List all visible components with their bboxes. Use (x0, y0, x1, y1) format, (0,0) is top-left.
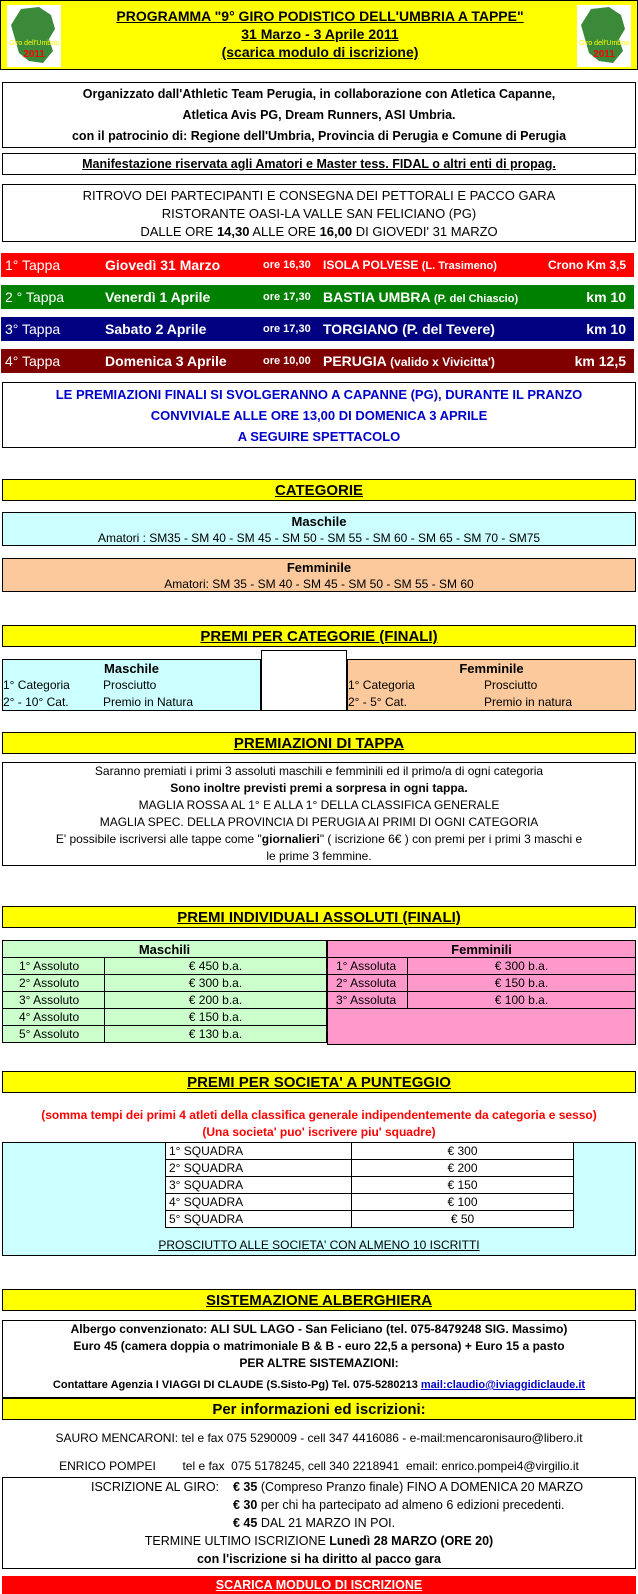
team-rank: 1° SQUADRA (166, 1143, 352, 1160)
stage-awards-line2: Sono inoltre previsti premi a sorpresa in ogni tappa. (170, 781, 468, 795)
stage-awards-title: PREMIAZIONI DI TAPPA (2, 732, 636, 754)
individual-female-pos: 2° Assoluta (328, 975, 408, 992)
stage-2-place: BASTIA UMBRA (P. del Chiascio) (323, 289, 519, 305)
stage-4-km: km 12,5 (574, 353, 626, 369)
team-prize: € 50 (352, 1211, 574, 1228)
logo-left (7, 5, 61, 67)
individual-male-pos: 3° Assoluto (3, 992, 105, 1009)
registration-price2: € 30 per chi ha partecipato ad almeno 6 edizioni precedenti. (233, 1498, 565, 1512)
categories-female (2, 558, 636, 592)
stage-3 (1, 317, 634, 341)
hotel-line1: Albergo convenzionato: ALI SUL LAGO - San Feliciano (tel. 075-8479248 SIG. Massimo) (70, 1322, 568, 1336)
stage-1-time: ore 16,30 (263, 259, 311, 271)
final-awards-line3: A SEGUIRE SPETTACOLO (237, 429, 401, 444)
reserved-notice: Manifestazione riservata agli Amatori e Master tess. FIDAL o altri enti di propag. (2, 153, 636, 175)
stage-2 (1, 285, 634, 309)
stage-3-km: km 10 (586, 321, 626, 337)
stage-4 (1, 349, 634, 373)
stage-4-time: ore 10,00 (263, 355, 311, 367)
hotel-line3: PER ALTRE SISTEMAZIONI: (239, 1356, 399, 1370)
categories-female-title: Femminile (286, 560, 352, 575)
team-prize: € 100 (352, 1194, 574, 1211)
stage-1-name: 1° Tappa (5, 257, 61, 273)
registration-label: ISCRIZIONE AL GIRO: (91, 1480, 220, 1494)
logo-small-text: Giro dell'Umbria (9, 40, 59, 47)
individual-male-prize: € 450 b.a. (105, 958, 327, 975)
stage-2-day: Venerdì 1 Aprile (105, 289, 211, 305)
registration-pack: con l'iscrizione si ha diritto al pacco gara (196, 1552, 441, 1566)
individual-male-pos: 5° Assoluto (3, 1026, 105, 1043)
category-prizes-male-title: Maschile (104, 661, 159, 676)
stage-1-place: ISOLA POLVESE (L. Trasimeno) (323, 258, 497, 272)
meeting-line2: RISTORANTE OASI-LA VALLE SAN FELICIANO (PG) (161, 206, 477, 221)
meeting-line3: DALLE ORE 14,30 ALLE ORE 16,00 DI GIOVEDI' 31 MARZO (140, 224, 498, 239)
individual-female-title: Femminili (328, 941, 636, 958)
team-prizes-note1: (somma tempi dei primi 4 atleti della classifica generale indipendentemente da categoria e sesso) (41, 1108, 597, 1122)
final-awards-box (2, 382, 636, 448)
stage-3-day: Sabato 2 Aprile (105, 321, 207, 337)
individual-prizes-female-table (327, 940, 636, 1045)
team-rank: 4° SQUADRA (166, 1194, 352, 1211)
registration-price1: € 35 (Compreso Pranzo finale) FINO A DOMENICA 20 MARZO (233, 1480, 584, 1494)
stage-awards-line3: MAGLIA ROSSA AL 1° E ALLA 1° DELLA CLASSIFICA GENERALE (138, 798, 500, 812)
category-prizes-male-row1: 1° Categoria Prosciutto (3, 678, 157, 692)
title-line2: 31 Marzo - 3 Aprile 2011 (241, 26, 399, 42)
stage-4-day: Domenica 3 Aprile (105, 353, 227, 369)
individual-male-prize: € 300 b.a. (105, 975, 327, 992)
team-prizes-title: PREMI PER SOCIETA' A PUNTEGGIO (2, 1071, 636, 1093)
categories-male-title: Maschile (291, 514, 347, 529)
stage-awards-line5: E' possibile iscriversi alle tappe come "giornalieri" ( iscrizione 6€ ) con premi per i primi 3 maschi e (55, 832, 583, 846)
individual-male-pos: 2° Assoluto (3, 975, 105, 992)
stage-3-time: ore 17,30 (263, 323, 311, 335)
stage-1 (1, 253, 634, 277)
stage-2-time: ore 17,30 (263, 291, 311, 303)
stage-2-km: km 10 (586, 289, 626, 305)
hotel-line2: Euro 45 (camera doppia o matrimoniale B & B - euro 22,5 a persona) + Euro 15 a pasto (73, 1339, 565, 1353)
individual-female-pos: 1° Assoluta (328, 958, 408, 975)
umbria-map-icon-right (577, 5, 631, 67)
team-prize: € 150 (352, 1177, 574, 1194)
category-prizes-female-row1: 1° Categoria Prosciutto (348, 678, 538, 692)
team-prize: € 300 (352, 1143, 574, 1160)
category-prizes-female-title: Femminile (459, 661, 524, 676)
individual-prizes-title: PREMI INDIVIDUALI ASSOLUTI (FINALI) (2, 906, 636, 928)
team-prize: € 200 (352, 1160, 574, 1177)
organizer-line1: Organizzato dall'Athletic Team Perugia, in collaborazione con Atletica Capanne, (82, 87, 556, 101)
hotel-line4: Contattare Agenzia I VIAGGI DI CLAUDE (S.Sisto-Pg) Tel. 075-5280213 mail:claudio@iviaggidiclaude.it (52, 1379, 586, 1391)
download-form-button[interactable]: SCARICA MODULO DI ISCRIZIONE (2, 1576, 636, 1594)
stage-awards-box (2, 762, 636, 866)
hotel-title: SISTEMAZIONE ALBERGHIERA (2, 1289, 636, 1311)
categories-male-list: Amatori : SM35 - SM 40 - SM 45 - SM 50 - SM 55 - SM 60 - SM 65 - SM 70 - SM75 (97, 531, 541, 545)
stage-3-place: TORGIANO (P. del Tevere) (323, 321, 495, 337)
stage-4-place: PERUGIA (valido x Vivicitta') (323, 353, 495, 369)
download-link-header[interactable]: (scarica modulo di iscrizione) (221, 44, 419, 60)
individual-male-prize: € 130 b.a. (105, 1026, 327, 1043)
meeting-line1: RITROVO DEI PARTECIPANTI E CONSEGNA DEI PETTORALI E PACCO GARA (82, 188, 556, 203)
hotel-box (2, 1320, 636, 1398)
team-rank: 5° SQUADRA (166, 1211, 352, 1228)
stage-awards-line4: MAGLIA SPEC. DELLA PROVINCIA DI PERUGIA AI PRIMI DI OGNI CATEGORIA (99, 815, 539, 829)
team-prizes-table (165, 1142, 574, 1228)
registration-price3: € 45 DAL 21 MARZO IN POI. (233, 1516, 396, 1530)
stage-2-name: 2 ° Tappa (5, 289, 65, 305)
logo-right (577, 5, 631, 67)
stage-4-name: 4° Tappa (5, 353, 61, 369)
logo-year: 2011 (23, 49, 45, 60)
umbria-map-icon (7, 5, 61, 67)
registration-deadline: TERMINE ULTIMO ISCRIZIONE Lunedì 28 MARZO (ORE 20) (144, 1534, 494, 1548)
individual-female-prize: € 300 b.a. (408, 958, 636, 975)
categories-title: CATEGORIE (2, 479, 636, 501)
stage-1-day: Giovedì 31 Marzo (105, 257, 221, 273)
info-title: Per informazioni ed iscrizioni: (2, 1398, 636, 1420)
registration-box (2, 1477, 636, 1569)
individual-male-pos: 4° Assoluto (3, 1009, 105, 1026)
organizer-line3: con il patrocinio di: Regione dell'Umbria, Provincia di Perugia e Comune di Perugia (71, 129, 567, 143)
category-prizes-female (347, 659, 636, 711)
meeting-box (2, 184, 636, 242)
stage-awards-line6: le prime 3 femmine. (266, 849, 372, 863)
individual-male-title: Maschili (3, 941, 327, 958)
individual-female-pos: 3° Assoluta (328, 992, 408, 1009)
individual-male-prize: € 150 b.a. (105, 1009, 327, 1026)
logo-year-right: 2011 (593, 49, 615, 60)
hotel-mail-link[interactable]: mail:claudio@iviaggidiclaude.it (420, 1379, 586, 1391)
team-prizes-footer: PROSCIUTTO ALLE SOCIETA' CON ALMENO 10 ISCRITTI (158, 1238, 480, 1252)
individual-female-prize: € 150 b.a. (408, 975, 636, 992)
category-prizes-male-row2: 2° - 10° Cat. Premio in Natura (3, 695, 194, 709)
info-contact2: ENRICO POMPEI tel e fax 075 5178245, cell 340 2218941 email: enrico.pompei4@virgilio.it (59, 1459, 579, 1473)
stage-3-name: 3° Tappa (5, 321, 61, 337)
info-contact1: SAURO MENCARONI: tel e fax 075 5290009 - cell 347 4416086 - e-mail:mencaronisauro@libero.it (55, 1431, 583, 1445)
header-banner (0, 0, 638, 70)
final-awards-line2: CONVIVIALE ALLE ORE 13,00 DI DOMENICA 3 APRILE (150, 408, 488, 423)
individual-prizes-male-table (2, 940, 327, 1043)
organizer-box (2, 82, 636, 148)
individual-female-empty (328, 1009, 636, 1045)
team-rank: 3° SQUADRA (166, 1177, 352, 1194)
team-prizes-note2: (Una societa' puo' iscrivere piu' squadre) (202, 1125, 436, 1139)
categories-male (2, 512, 636, 546)
category-prizes-spacer (261, 650, 347, 711)
category-prizes-female-row2: 2° - 5° Cat. Premio in natura (348, 695, 573, 709)
category-prizes-title: PREMI PER CATEGORIE (FINALI) (2, 625, 636, 647)
team-rank: 2° SQUADRA (166, 1160, 352, 1177)
categories-female-list: Amatori: SM 35 - SM 40 - SM 45 - SM 50 - SM 55 - SM 60 (164, 577, 474, 591)
final-awards-line1: LE PREMIAZIONI FINALI SI SVOLGERANNO A CAPANNE (PG), DURANTE IL PRANZO (55, 387, 583, 402)
individual-male-prize: € 200 b.a. (105, 992, 327, 1009)
logo-small-text-right: Giro dell'Umbria (579, 40, 629, 47)
organizer-line2: Atletica Avis PG, Dream Runners, ASI Umbria. (182, 108, 456, 122)
title-line1: PROGRAMMA "9° GIRO PODISTICO DELL'UMBRIA A TAPPE" (116, 8, 524, 24)
stage-awards-line1: Saranno premiati i primi 3 assoluti maschili e femminili ed il primo/a di ogni categoria (94, 764, 544, 778)
individual-male-pos: 1° Assoluto (3, 958, 105, 975)
individual-female-prize: € 100 b.a. (408, 992, 636, 1009)
stage-1-km: Crono Km 3,5 (547, 258, 626, 272)
category-prizes-male (2, 659, 261, 711)
